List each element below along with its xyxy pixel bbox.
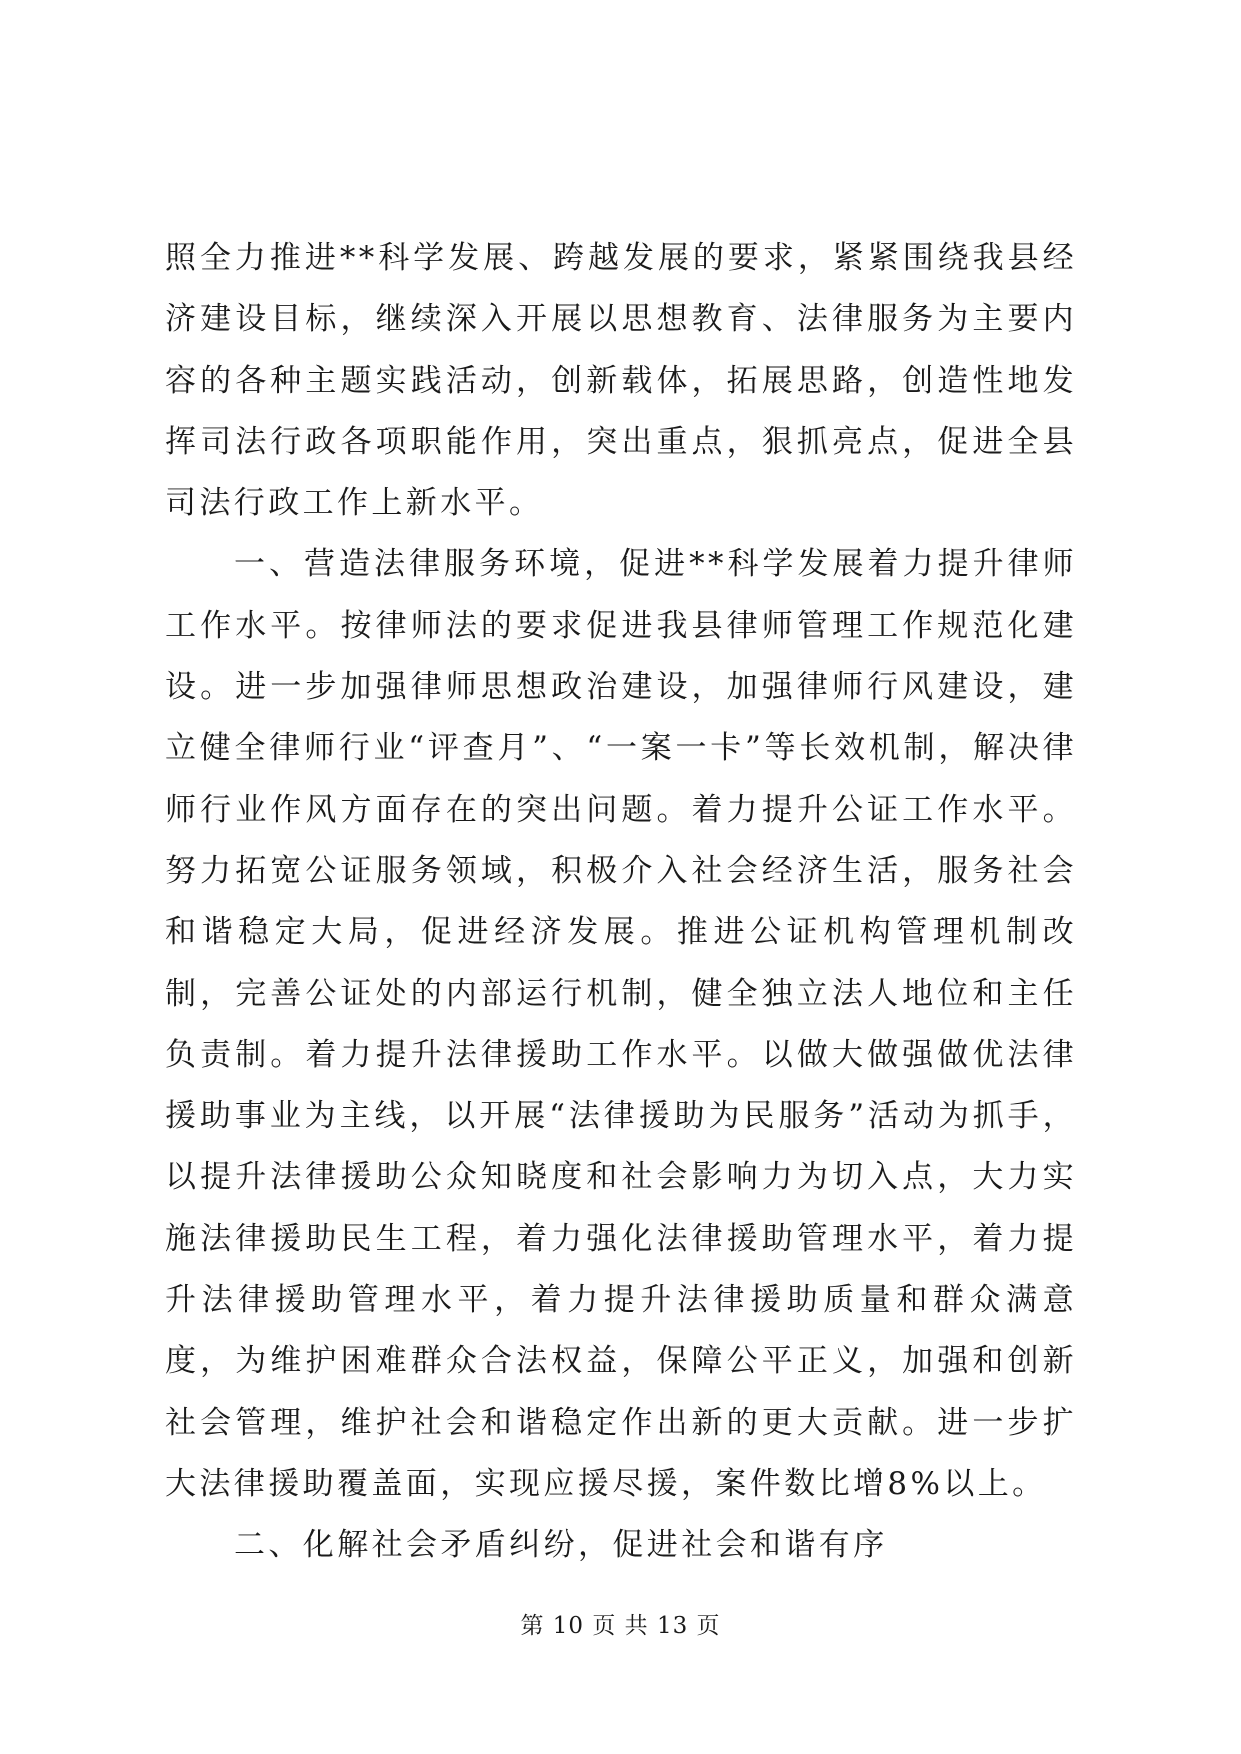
section-two-heading: 二、化解社会矛盾纠纷，促进社会和谐有序 <box>234 1527 888 1564</box>
paragraph-section-one: 一、营造法律服务环境，促进**科学发展着力提升律师工作水平。按律师法的要求促进我县律师管理工作规范化建设。进一步加强律师思想政治建设，加强律师行风建设，建立健全律师行业“评查月”、“一案一卡”等长效机制，解决律师行业作风方面存在的突出问题。着力提升公证工作水平。努力拓宽公证服务领域，积极介入社会经济生活，服务社会和谐稳定大局，促进经济发展。推进公证机构管理机制改制，完善公证处的内部运行机制，健全独立法人地位和主任负责制。着力提升法律援助工作水平。以做大做强做优法律援助事业为主线，以开展“法律援助为民服务”活动为抓手，以提升法律援助公众知晓度和社会影响力为切入点，大力实施法律援助民生工程，着力强化法律援助管理水平，着力提升法律援助管理水平，着力提升法律援助质量和群众满意度，为维护困难群众合法权益，保障公平正义，加强和创新社会管理，维护社会和谐稳定作出新的更大贡献。进一步扩大法律援助覆盖面，实现应援尽援，案件数比增8%以上。 <box>165 546 1077 1502</box>
page-number-footer: 第 10 页 共 13 页 <box>520 1613 721 1639</box>
paragraph-continuation: 照全力推进**科学发展、跨越发展的要求，紧紧围绕我县经济建设目标，继续深入开展以思想教育、法律服务为主要内容的各种主题实践活动，创新载体，拓展思路，创造性地发挥司法行政各项职能作用，突出重点，狠抓亮点，促进全县司法行政工作上新水平。 <box>165 240 1077 522</box>
document-body <box>165 228 1077 1577</box>
